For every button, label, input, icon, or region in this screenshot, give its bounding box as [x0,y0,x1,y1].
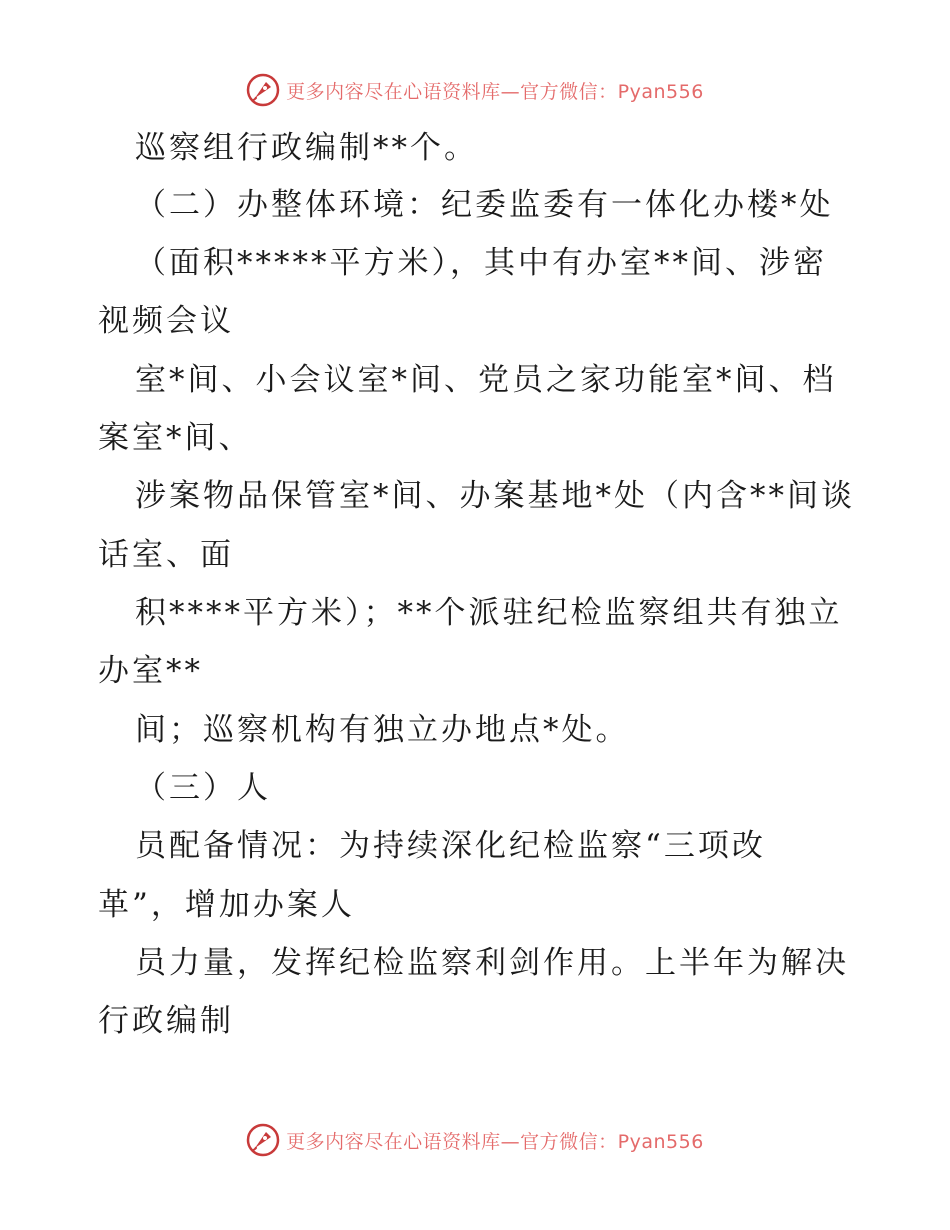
body-line: （三）人 [135,770,271,806]
body-line: 涉案物品保管室*间、办案基地*处（内含**间谈 [135,478,855,514]
body-line: 话室、面 [98,537,234,573]
header-banner-text: 更多内容尽在心语资料库—官方微信：Pyan556 [286,80,704,103]
body-line: 巡察组行政编制**个。 [135,130,478,166]
body-line: 办室** [98,653,203,689]
body-line: 员配备情况：为持续深化纪检监察“三项改 [135,828,766,864]
pen-nib-logo-icon [246,1123,280,1157]
body-line: 室*间、小会议室*间、党员之家功能室*间、档 [135,362,837,398]
body-line: （面积*****平方米），其中有办室**间、涉密 [135,245,827,281]
footer-banner-text: 更多内容尽在心语资料库—官方微信：Pyan556 [286,1130,704,1153]
body-line: 行政编制 [98,1003,234,1039]
pen-nib-logo-icon [246,73,280,107]
body-line: （二）办整体环境：纪委监委有一体化办楼*处 [135,187,834,223]
body-line: 员力量，发挥纪检监察利剑作用。上半年为解决 [135,945,849,981]
header-banner [0,70,950,110]
body-line: 间；巡察机构有独立办地点*处。 [135,712,630,748]
body-line: 案室*间、 [98,420,253,456]
footer-banner [0,1120,950,1160]
body-line: 积****平方米）；**个派驻纪检监察组共有独立 [135,595,843,631]
body-line: 革”，增加办案人 [98,887,355,923]
body-line: 视频会议 [98,303,234,339]
